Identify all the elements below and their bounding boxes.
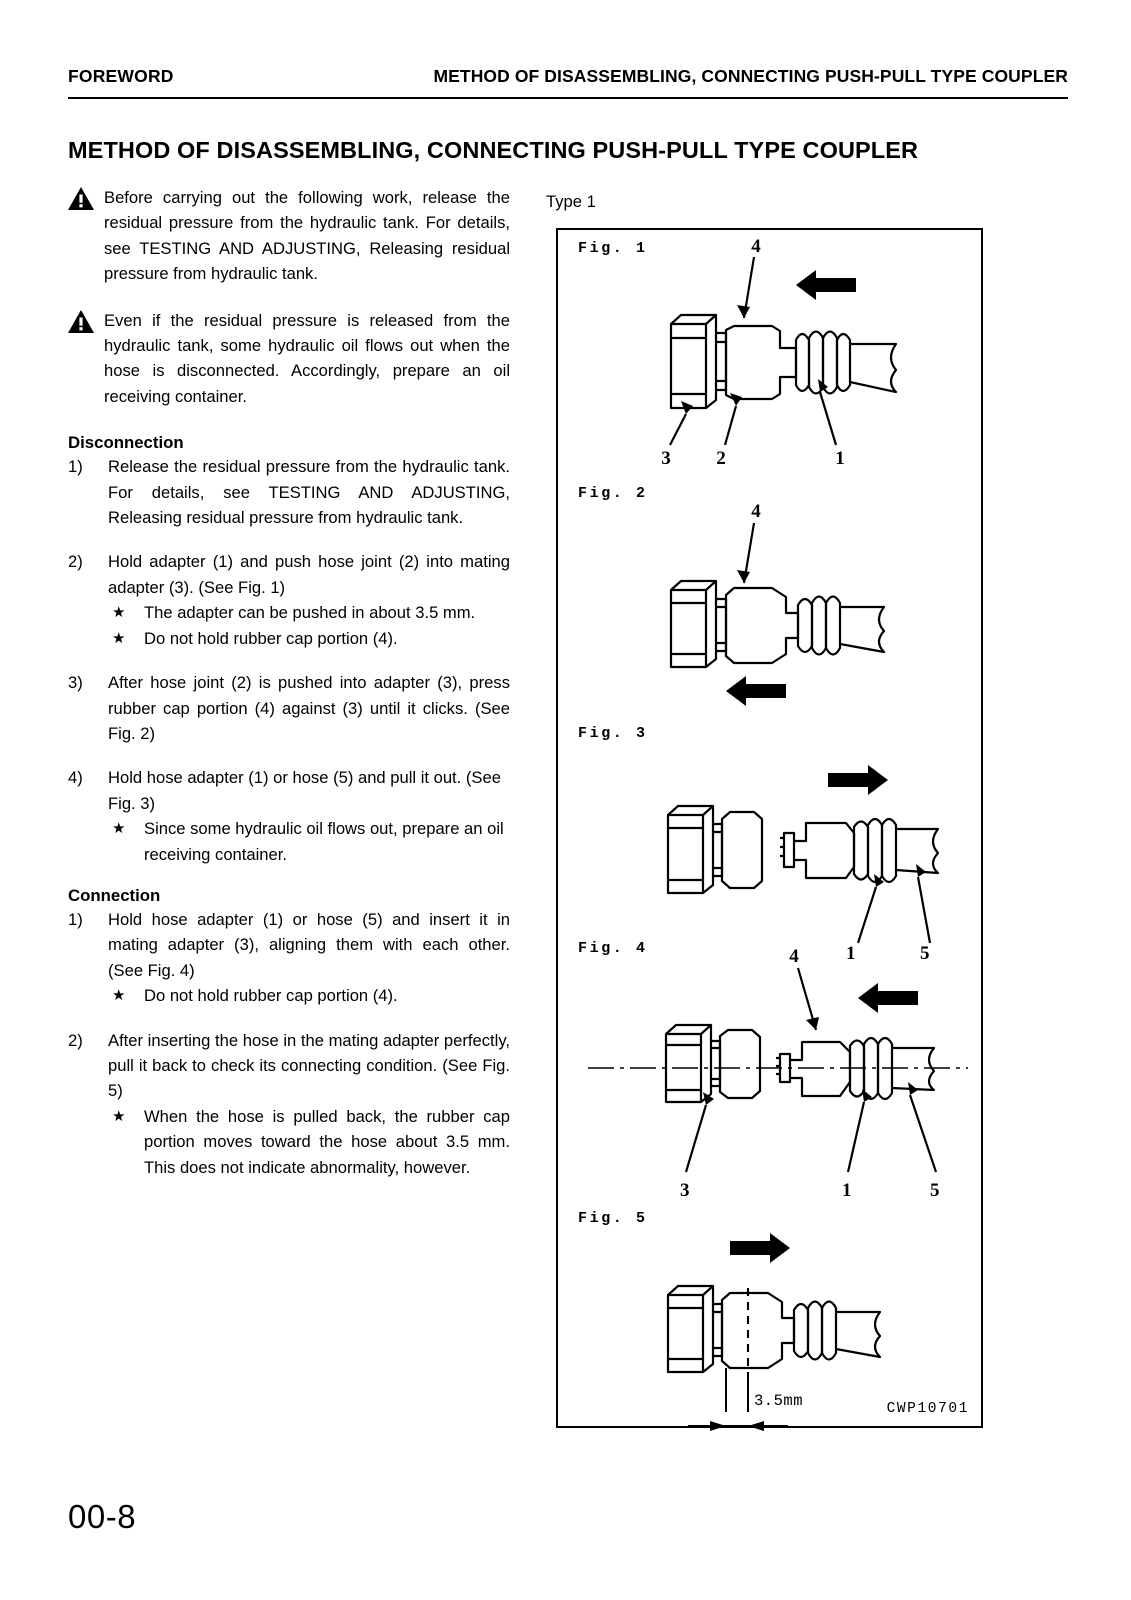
figure-4-drawing bbox=[558, 930, 985, 1185]
star-icon: ★ bbox=[112, 987, 126, 1005]
note-text: Do not hold rubber cap portion (4). bbox=[144, 628, 398, 648]
step-notes bbox=[108, 600, 510, 651]
figure-panel bbox=[556, 228, 983, 1428]
section-heading-disconnection: Disconnection bbox=[68, 433, 184, 453]
step-number: 4) bbox=[68, 768, 83, 788]
note-item bbox=[108, 983, 510, 1008]
callout-5: 5 bbox=[930, 1180, 940, 1201]
drawing-number: CWP10701 bbox=[886, 1401, 969, 1417]
callout-1: 1 bbox=[835, 448, 845, 469]
step-item bbox=[68, 549, 510, 651]
warning-text: Even if the residual pressure is released from the hydraulic tank, some hydraulic oil flows out when the hose is disconnected. Accordingly, prepare an oil receiving container. bbox=[104, 310, 510, 406]
figure-caption-1: Fig. 1 bbox=[578, 240, 648, 257]
step-number: 1) bbox=[68, 457, 83, 477]
warning-triangle-icon bbox=[68, 187, 94, 210]
page-title: METHOD OF DISASSEMBLING, CONNECTING PUSH-PULL TYPE COUPLER bbox=[68, 137, 919, 163]
step-number: 3) bbox=[68, 673, 83, 693]
section-heading-connection: Connection bbox=[68, 885, 161, 905]
star-icon: ★ bbox=[112, 629, 126, 647]
page-number: 00-8 bbox=[68, 1498, 137, 1535]
note-text: Since some hydraulic oil flows out, prepare an oil receiving container. bbox=[144, 819, 504, 864]
step-item bbox=[68, 1028, 510, 1180]
header-topic-label: METHOD OF DISASSEMBLING, CONNECTING PUSH-PULL TYPE COUPLER bbox=[433, 66, 1068, 86]
header-rule bbox=[68, 97, 1068, 99]
figure-caption-2: Fig. 2 bbox=[578, 485, 648, 502]
figure-caption-3: Fig. 3 bbox=[578, 725, 648, 742]
step-item bbox=[68, 670, 510, 746]
callout-1: 1 bbox=[842, 1180, 852, 1201]
callout-5: 5 bbox=[920, 943, 930, 964]
step-item bbox=[68, 765, 510, 867]
callout-4: 4 bbox=[751, 236, 761, 257]
step-text: After inserting the hose in the mating adapter perfectly, pull it back to check its connecting condition. (See Fig. 5) bbox=[108, 1030, 510, 1101]
note-item bbox=[108, 600, 510, 625]
star-icon: ★ bbox=[112, 1107, 126, 1125]
step-item bbox=[68, 454, 510, 530]
figure-5-drawing bbox=[558, 1200, 985, 1420]
step-text: Release the residual pressure from the hydraulic tank. For details, see TESTING AND ADJUSTING, Releasing residual pressure from hydraulic tank. bbox=[108, 457, 510, 528]
figure-caption-4: Fig. 4 bbox=[578, 940, 648, 957]
header-section-label: FOREWORD bbox=[68, 66, 174, 86]
direction-arrow-right bbox=[730, 1233, 790, 1263]
step-text: After hose joint (2) is pushed into adapter (3), press rubber cap portion (4) against (3) until it clicks. (See Fig. 2) bbox=[108, 673, 510, 743]
figure-3-drawing bbox=[558, 715, 985, 955]
step-text: Hold hose adapter (1) or hose (5) and insert it in mating adapter (3), aligning them with each other. (See Fig. 4) bbox=[108, 909, 510, 980]
step-number: 2) bbox=[68, 1030, 83, 1050]
note-text: The adapter can be pushed in about 3.5 mm. bbox=[144, 603, 476, 623]
callout-2: 2 bbox=[716, 448, 726, 469]
step-text: Hold adapter (1) and push hose joint (2) into mating adapter (3). (See Fig. 1) bbox=[108, 552, 510, 597]
warning-block bbox=[68, 185, 510, 287]
running-header bbox=[68, 66, 1068, 98]
warning-text: Before carrying out the following work, release the residual pressure from the hydraulic tank. For details, see TESTING AND ADJUSTING, Releasing residual pressure from hydraulic tank. bbox=[104, 188, 510, 284]
step-notes bbox=[108, 983, 510, 1008]
step-notes bbox=[108, 816, 510, 867]
warning-triangle-icon bbox=[68, 310, 94, 333]
note-text: When the hose is pulled back, the rubber cap portion moves toward the hose about 3.5 mm. This does not indicate abnormality, however. bbox=[144, 1106, 510, 1177]
note-item bbox=[108, 816, 510, 867]
figure-type-label: Type 1 bbox=[546, 192, 596, 211]
step-number: 1) bbox=[68, 909, 83, 929]
direction-arrow-left bbox=[726, 676, 786, 706]
step-item bbox=[68, 907, 510, 1009]
callout-4: 4 bbox=[751, 501, 761, 522]
figure-2-drawing bbox=[558, 475, 985, 710]
direction-arrow-left bbox=[796, 270, 856, 300]
instructions-column bbox=[68, 185, 510, 1199]
star-icon: ★ bbox=[112, 604, 126, 622]
step-number: 2) bbox=[68, 552, 83, 572]
dimension-label: 3.5mm bbox=[754, 1392, 804, 1410]
callout-4: 4 bbox=[789, 946, 799, 967]
figure-1-drawing bbox=[558, 230, 985, 480]
note-item bbox=[108, 626, 510, 651]
direction-arrow-right bbox=[828, 765, 888, 795]
callout-1: 1 bbox=[846, 943, 856, 964]
warning-block bbox=[68, 308, 510, 410]
figure-caption-5: Fig. 5 bbox=[578, 1210, 648, 1227]
star-icon: ★ bbox=[112, 820, 126, 838]
note-text: Do not hold rubber cap portion (4). bbox=[144, 986, 398, 1006]
callout-3: 3 bbox=[661, 448, 671, 469]
step-text: Hold hose adapter (1) or hose (5) and pull it out. (See Fig. 3) bbox=[108, 768, 501, 813]
dimension-indicator bbox=[558, 1412, 985, 1462]
direction-arrow-left bbox=[858, 983, 918, 1013]
step-notes bbox=[108, 1104, 510, 1180]
callout-3: 3 bbox=[680, 1180, 690, 1201]
note-item bbox=[108, 1104, 510, 1180]
